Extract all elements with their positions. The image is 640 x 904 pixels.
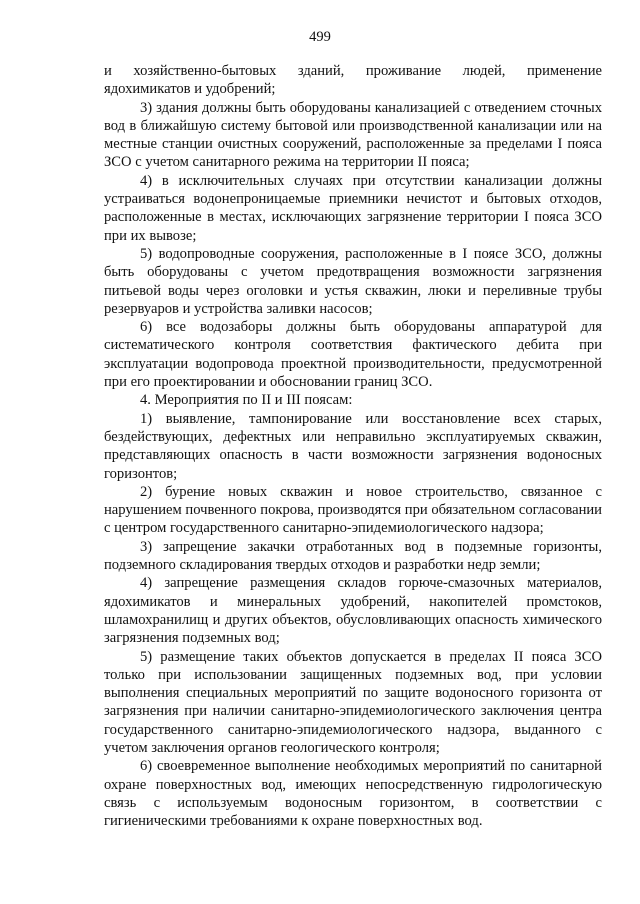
paragraph-continuation: и хозяйственно-бытовых зданий, проживание людей, применение ядохимикатов и удобрений;: [104, 63, 602, 98]
paragraph-item-3-sewerage: 3) здания должны быть оборудованы канализацией с отведением сточных вод в ближайшую систему бытовой или производственной канализации или на местные станции очистных сооружений, расположенные за пределами I пояса ЗСО с учетом санитарного режима на территории II пояса;: [104, 99, 602, 171]
document-body: [104, 62, 602, 830]
paragraph-item-5-water-facilities: 5) водопроводные сооружения, расположенные в I поясе ЗСО, должны быть оборудованы с учетом предотвращения возможности загрязнения питьевой воды через оголовки и устья скважин, люки и переливные трубы резервуаров и устройства заливки насосов;: [104, 245, 602, 317]
paragraph-measure-2-drilling: 2) бурение новых скважин и новое строительство, связанное с нарушением почвенного покрова, производятся при обязательном согласовании с центром государственного санитарно-эпидемиологического надзора;: [104, 483, 602, 537]
paragraph-measure-1-wells: 1) выявление, тампонирование или восстановление всех старых, бездействующих, дефектных или неправильно эксплуатируемых скважин, представляющих опасность в части возможности загрязнения водоносных горизонтов;: [104, 410, 602, 482]
paragraph-measure-4-storage-ban: 4) запрещение размещения складов горюче-смазочных материалов, ядохимикатов и минеральных удобрений, накопителей промстоков, шламохранилищ и других объектов, обусловливающих опасность химического загрязнения подземных вод;: [104, 575, 602, 647]
paragraph-measure-6-surface-water: 6) своевременное выполнение необходимых мероприятий по санитарной охране поверхностных вод, имеющих непосредственную гидрологическую связь с используемым водоносным горизонтом, в соответствии с гигиеническими требованиями к охране поверхностных вод.: [104, 758, 602, 830]
paragraph-measure-3-injection-ban: 3) запрещение закачки отработанных вод в подземные горизонты, подземного складирования твердых отходов и разработки недр земли;: [104, 538, 602, 574]
section-heading-measures-zones-2-3: 4. Мероприятия по II и III поясам:: [140, 392, 353, 409]
page-number: 499: [309, 29, 331, 45]
paragraph-item-6-water-intakes: 6) все водозаборы должны быть оборудованы аппаратурой для систематического контроля соответствия фактического дебита при эксплуатации водопровода проектной производительности, предусмотренной при его проектировании и обосновании границ ЗСО.: [104, 319, 602, 391]
paragraph-measure-5-placement: 5) размещение таких объектов допускается в пределах II пояса ЗСО только при использовании защищенных подземных вод, при условии выполнения специальных мероприятий по защите водоносного горизонта от загрязнения при наличии санитарно-эпидемиологического заключения центра государственного санитарно-эпидемиологического надзора, выданного с учетом заключения органов геологического контроля;: [104, 648, 602, 756]
paragraph-item-4-receivers: 4) в исключительных случаях при отсутствии канализации должны устраиваться водонепроницаемые приемники нечистот и бытовых отходов, расположенные в местах, исключающих загрязнение территории I пояса ЗСО при их вывозе;: [104, 172, 602, 244]
